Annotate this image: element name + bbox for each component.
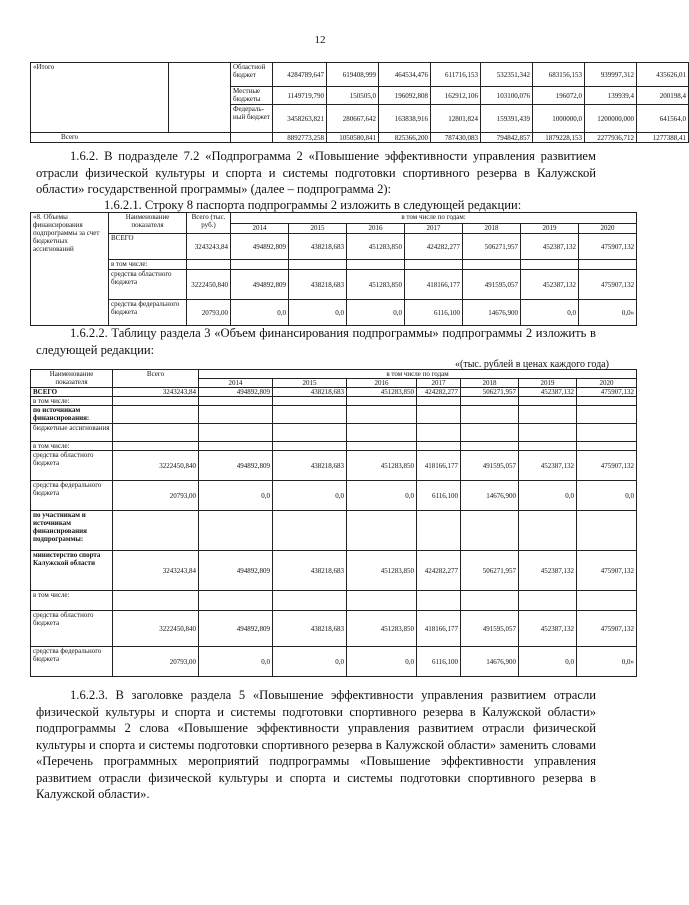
passport-row xyxy=(31,260,637,270)
row-name: в том числе: xyxy=(31,591,113,611)
year-header: 2020 xyxy=(577,379,637,388)
value-cell xyxy=(417,591,461,611)
value-cell xyxy=(273,406,347,424)
row-name: средства федерального бюджета xyxy=(31,481,113,511)
value-cell: 475907,132 xyxy=(579,270,637,300)
main-table xyxy=(30,369,637,677)
value-cell xyxy=(347,511,417,551)
value-cell: 139939,4 xyxy=(585,87,637,105)
years-caption: в том числе по годам xyxy=(199,370,637,379)
value-cell xyxy=(577,406,637,424)
value-cell xyxy=(273,591,347,611)
col-total-header: Всего xyxy=(113,370,199,388)
row-name: по источникам финансирования: xyxy=(31,406,113,424)
value-cell: 163838,916 xyxy=(379,105,431,133)
passport-row xyxy=(31,270,637,300)
unit-note: «(тыс. рублей в ценах каждого года) xyxy=(455,359,609,370)
value-cell: 451283,850 xyxy=(347,270,405,300)
value-cell: 491595,057 xyxy=(461,451,519,481)
total-cell: 3222450,840 xyxy=(113,611,199,647)
value-cell: 103100,076 xyxy=(481,87,533,105)
paragraph-1-6-2: 1.6.2. В подразделе 7.2 «Подпрограмма 2 «Повышение эффективности управления развитием отрасли физической культуры и спорта и системы подготовки спортивного резерва в Калужской области» государственной программы» (далее – подпрограмма 2): xyxy=(36,149,596,196)
page-number: 12 xyxy=(314,34,326,46)
value-cell xyxy=(347,406,417,424)
passport-row xyxy=(31,300,637,326)
value-cell: 506271,957 xyxy=(461,388,519,397)
value-cell: 451283,850 xyxy=(347,234,405,260)
value-cell: 0,0 xyxy=(273,647,347,677)
value-cell: 464534,476 xyxy=(379,63,431,87)
main-row xyxy=(31,397,637,406)
value-cell xyxy=(519,406,577,424)
source-cell: Областной бюджет xyxy=(231,63,273,87)
year-header: 2020 xyxy=(579,224,637,234)
passport-row xyxy=(31,234,637,260)
main-header-row xyxy=(31,370,637,379)
value-cell: 0,0 xyxy=(577,481,637,511)
value-cell: 641564,0 xyxy=(637,105,689,133)
value-cell: 418166,177 xyxy=(405,270,463,300)
value-cell xyxy=(519,424,577,442)
value-cell xyxy=(577,397,637,406)
value-cell: 438218,683 xyxy=(273,551,347,591)
value-cell: 0,0 xyxy=(273,481,347,511)
value-cell xyxy=(577,424,637,442)
value-cell xyxy=(521,260,579,270)
value-cell xyxy=(519,511,577,551)
value-cell: 475907,132 xyxy=(577,451,637,481)
value-cell: 0,0 xyxy=(199,481,273,511)
value-cell: 196092,808 xyxy=(379,87,431,105)
value-cell: 8892773,258 xyxy=(273,133,327,143)
total-cell: 3222450,840 xyxy=(187,270,231,300)
value-cell: 14676,900 xyxy=(463,300,521,326)
value-cell: 506271,957 xyxy=(463,234,521,260)
source-cell: Местные бюджеты xyxy=(231,87,273,105)
row-name: в том числе: xyxy=(31,397,113,406)
value-cell: 1200000,000 xyxy=(585,105,637,133)
value-cell: 2277936,712 xyxy=(585,133,637,143)
value-cell xyxy=(461,511,519,551)
main-row xyxy=(31,424,637,442)
top-table-row xyxy=(31,133,689,143)
value-cell: 452387,132 xyxy=(519,551,577,591)
year-header: 2015 xyxy=(273,379,347,388)
total-cell xyxy=(113,406,199,424)
value-cell: 491595,057 xyxy=(463,270,521,300)
value-cell xyxy=(461,442,519,451)
value-cell xyxy=(417,424,461,442)
value-cell: 683156,153 xyxy=(533,63,585,87)
row-name: средства областного бюджета xyxy=(109,270,187,300)
value-cell: 424282,277 xyxy=(405,234,463,260)
value-cell: 424282,277 xyxy=(417,388,461,397)
col-name-header: Наименование показателя xyxy=(31,370,113,388)
value-cell: 451283,850 xyxy=(347,451,417,481)
paragraph-1-6-2-1: 1.6.2.1. Строку 8 паспорта подпрограммы 2 изложить в следующей редакции: xyxy=(104,198,522,212)
value-cell: 451283,850 xyxy=(347,388,417,397)
source-cell xyxy=(231,133,273,143)
value-cell: 452387,132 xyxy=(519,451,577,481)
total-cell: 20793,00 xyxy=(113,481,199,511)
value-cell xyxy=(519,442,577,451)
value-cell: 452387,132 xyxy=(521,234,579,260)
paragraph-1-6-2-2: 1.6.2.2. Таблицу раздела 3 «Объем финансирования подпрограммы» подпрограммы 2 изложить в следующей редакции: xyxy=(36,326,596,357)
main-row xyxy=(31,442,637,451)
value-cell xyxy=(347,591,417,611)
value-cell xyxy=(347,424,417,442)
total-cell: 3243243,84 xyxy=(113,388,199,397)
value-cell: 1149719,790 xyxy=(273,87,327,105)
value-cell: 787430,083 xyxy=(431,133,481,143)
col-total-header: Всего (тыс. руб.) xyxy=(187,213,231,234)
total-cell xyxy=(113,424,199,442)
value-cell: 0,0» xyxy=(579,300,637,326)
year-header: 2017 xyxy=(405,224,463,234)
main-row xyxy=(31,611,637,647)
row-name: в том числе: xyxy=(109,260,187,270)
row-name: бюджетные ассигнования xyxy=(31,424,113,442)
value-cell: 1277388,41 xyxy=(637,133,689,143)
total-cell: 20793,00 xyxy=(187,300,231,326)
value-cell xyxy=(417,406,461,424)
row-name: средства федерального бюджета xyxy=(109,300,187,326)
total-cell: 3243243,84 xyxy=(113,551,199,591)
value-cell: 794842,857 xyxy=(481,133,533,143)
passport-table xyxy=(30,212,637,326)
total-cell xyxy=(113,397,199,406)
value-cell: 475907,132 xyxy=(577,551,637,591)
paragraph-1-6-2-3: 1.6.2.3. В заголовке раздела 5 «Повышение эффективности управления развитием отрасли физической культуры и спорта и системы подготовки спортивного резерва в Калужской области» подпрограммы 2 слова «Повышение эффективности управления развитием отрасли физической культуры и спорта и системы подготовки спортивного резерва в Калужской области» заменить словами «Перечень программных мероприятий подпрограммы «Повышение эффективности управления развитием отрасли физической культуры и спорта и системы подготовки спортивного резерва в Калужской области». xyxy=(36,688,596,801)
value-cell xyxy=(347,260,405,270)
value-cell: 475907,132 xyxy=(579,234,637,260)
value-cell: 14676,900 xyxy=(461,647,519,677)
total-cell: 20793,00 xyxy=(113,647,199,677)
value-cell: 491595,057 xyxy=(461,611,519,647)
value-cell xyxy=(289,260,347,270)
passport-header-row xyxy=(31,213,637,224)
value-cell xyxy=(347,397,417,406)
year-header: 2017 xyxy=(417,379,461,388)
value-cell xyxy=(199,424,273,442)
value-cell: 424282,277 xyxy=(417,551,461,591)
year-header: 2014 xyxy=(231,224,289,234)
value-cell: 438218,683 xyxy=(289,234,347,260)
value-cell: 438218,683 xyxy=(273,451,347,481)
total-cell xyxy=(113,591,199,611)
year-header: 2018 xyxy=(463,224,521,234)
value-cell xyxy=(199,397,273,406)
value-cell xyxy=(417,397,461,406)
value-cell: 12801,824 xyxy=(431,105,481,133)
value-cell: 0,0 xyxy=(519,481,577,511)
itogo-label: «Итого xyxy=(31,63,169,133)
value-cell: 3458263,821 xyxy=(273,105,327,133)
value-cell xyxy=(199,591,273,611)
value-cell: 494892,809 xyxy=(199,451,273,481)
value-cell: 494892,809 xyxy=(199,551,273,591)
value-cell xyxy=(577,591,637,611)
value-cell: 494892,809 xyxy=(199,611,273,647)
value-cell: 451283,850 xyxy=(347,551,417,591)
main-row xyxy=(31,451,637,481)
value-cell: 438218,683 xyxy=(273,388,347,397)
value-cell: 611716,153 xyxy=(431,63,481,87)
value-cell: 280667,642 xyxy=(327,105,379,133)
value-cell: 825366,200 xyxy=(379,133,431,143)
row-name: в том числе: xyxy=(31,442,113,451)
years-caption: в том числе по годам: xyxy=(231,213,637,224)
value-cell: 452387,132 xyxy=(521,270,579,300)
total-cell xyxy=(113,442,199,451)
row-label: «8. Объемы финансирования подпрограммы за счет бюджетных ассигнований xyxy=(31,213,109,326)
value-cell: 0,0 xyxy=(289,300,347,326)
value-cell: 150505,0 xyxy=(327,87,379,105)
value-cell xyxy=(347,442,417,451)
year-header: 2014 xyxy=(199,379,273,388)
value-cell: 196072,0 xyxy=(533,87,585,105)
value-cell xyxy=(519,591,577,611)
year-header: 2019 xyxy=(521,224,579,234)
value-cell: 494892,809 xyxy=(199,388,273,397)
value-cell: 0,0 xyxy=(347,647,417,677)
value-cell xyxy=(231,260,289,270)
value-cell: 162912,106 xyxy=(431,87,481,105)
source-cell: Федераль-ный бюджет xyxy=(231,105,273,133)
value-cell: 532351,342 xyxy=(481,63,533,87)
value-cell: 1000000,0 xyxy=(533,105,585,133)
value-cell xyxy=(417,442,461,451)
value-cell: 506271,957 xyxy=(461,551,519,591)
value-cell: 0,0 xyxy=(521,300,579,326)
value-cell: 494892,809 xyxy=(231,234,289,260)
value-cell: 0,0 xyxy=(519,647,577,677)
value-cell xyxy=(519,397,577,406)
value-cell xyxy=(577,442,637,451)
value-cell: 475907,132 xyxy=(577,611,637,647)
value-cell: 1879228,153 xyxy=(533,133,585,143)
value-cell xyxy=(461,397,519,406)
vsego-label: Всего xyxy=(31,133,231,143)
value-cell: 0,0 xyxy=(199,647,273,677)
main-row xyxy=(31,591,637,611)
value-cell xyxy=(463,260,521,270)
year-header: 2019 xyxy=(519,379,577,388)
value-cell xyxy=(199,442,273,451)
value-cell xyxy=(577,511,637,551)
value-cell: 494892,809 xyxy=(231,270,289,300)
value-cell xyxy=(273,424,347,442)
main-row xyxy=(31,647,637,677)
value-cell xyxy=(273,397,347,406)
main-row xyxy=(31,511,637,551)
row-name: министерство спорта Калужской области xyxy=(31,551,113,591)
total-cell: 3222450,840 xyxy=(113,451,199,481)
value-cell: 475907,132 xyxy=(577,388,637,397)
value-cell xyxy=(461,591,519,611)
value-cell: 0,0 xyxy=(347,300,405,326)
value-cell xyxy=(199,406,273,424)
row-name: ВСЕГО xyxy=(109,234,187,260)
year-header: 2018 xyxy=(461,379,519,388)
year-header: 2016 xyxy=(347,379,417,388)
value-cell xyxy=(273,511,347,551)
total-cell xyxy=(113,511,199,551)
value-cell: 619408,999 xyxy=(327,63,379,87)
value-cell: 0,0 xyxy=(231,300,289,326)
value-cell: 159391,439 xyxy=(481,105,533,133)
value-cell: 6116,100 xyxy=(405,300,463,326)
year-header: 2015 xyxy=(289,224,347,234)
value-cell: 438218,683 xyxy=(273,611,347,647)
row-name: средства федерального бюджета xyxy=(31,647,113,677)
year-header: 2016 xyxy=(347,224,405,234)
value-cell xyxy=(199,511,273,551)
row-name: средства областного бюджета xyxy=(31,611,113,647)
main-row xyxy=(31,406,637,424)
total-cell xyxy=(187,260,231,270)
value-cell: 435626,01 xyxy=(637,63,689,87)
col-name-header: Наименование показателя xyxy=(109,213,187,234)
value-cell xyxy=(461,406,519,424)
value-cell: 451283,850 xyxy=(347,611,417,647)
value-cell: 4284789,647 xyxy=(273,63,327,87)
value-cell: 0,0» xyxy=(577,647,637,677)
value-cell: 438218,683 xyxy=(289,270,347,300)
value-cell xyxy=(405,260,463,270)
top-table xyxy=(30,62,689,143)
value-cell xyxy=(461,424,519,442)
blank-cell xyxy=(169,63,231,133)
value-cell xyxy=(579,260,637,270)
row-name: по участникам и источникам финансирования подпрограммы: xyxy=(31,511,113,551)
value-cell: 200198,4 xyxy=(637,87,689,105)
main-row xyxy=(31,388,637,397)
main-row xyxy=(31,481,637,511)
value-cell: 1050580,841 xyxy=(327,133,379,143)
value-cell: 6116,100 xyxy=(417,647,461,677)
value-cell: 418166,177 xyxy=(417,611,461,647)
total-cell: 3243243,84 xyxy=(187,234,231,260)
main-row xyxy=(31,551,637,591)
value-cell: 6116,100 xyxy=(417,481,461,511)
value-cell xyxy=(417,511,461,551)
value-cell: 0,0 xyxy=(347,481,417,511)
value-cell: 14676,900 xyxy=(461,481,519,511)
value-cell: 939997,312 xyxy=(585,63,637,87)
row-name: ВСЕГО xyxy=(31,388,113,397)
row-name: средства областного бюджета xyxy=(31,451,113,481)
value-cell: 452387,132 xyxy=(519,611,577,647)
value-cell: 452387,132 xyxy=(519,388,577,397)
top-table-row xyxy=(31,63,689,87)
value-cell: 418166,177 xyxy=(417,451,461,481)
value-cell xyxy=(273,442,347,451)
